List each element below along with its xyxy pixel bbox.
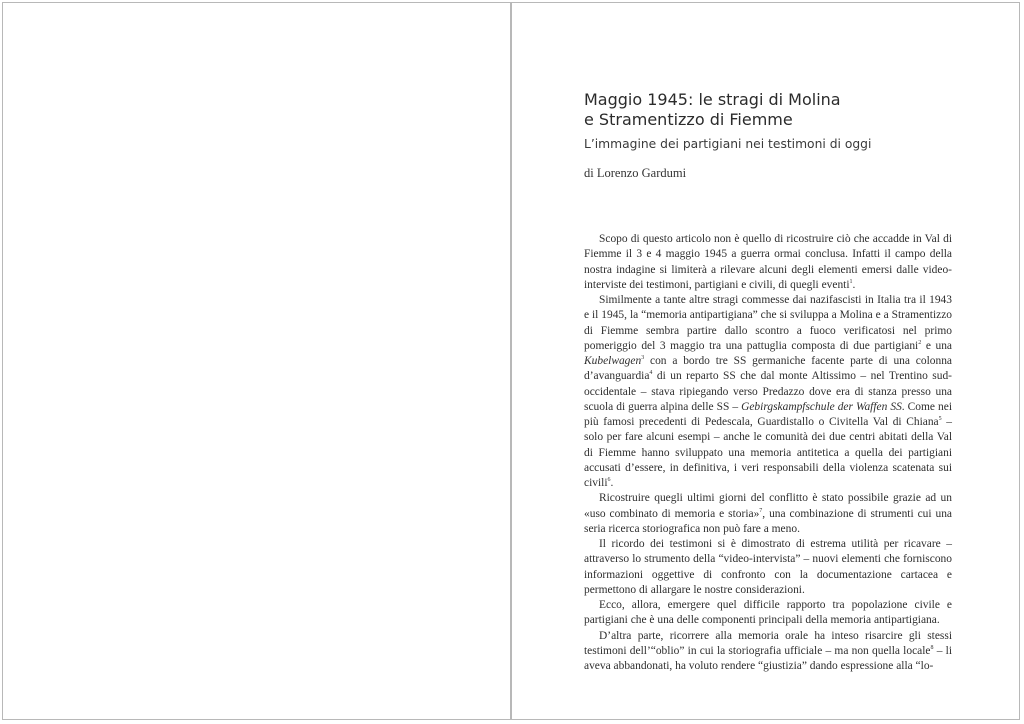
text-run: . (852, 278, 856, 291)
footnote-marker: 4 (649, 370, 653, 377)
text-run: Ricostruire quegli ultimi giorni del conflitto è stato possibile grazie ad un «uso combinato di memoria e storia» (584, 492, 952, 520)
article-heading (584, 90, 904, 152)
footnote-marker: 1 (849, 278, 853, 285)
footnote-marker: 8 (930, 644, 934, 651)
body-paragraph (584, 537, 952, 598)
text-run: D’altra parte, ricorrere alla memoria orale ha inteso risarcire gli stessi testimoni dell’“oblio” in cui la storiografia ufficiale – ma non quella locale (584, 629, 952, 657)
footnote-marker: 7 (759, 507, 763, 514)
text-run: Ecco, allora, emergere quel difficile rapporto tra popolazione civile e partigiani che è una delle componenti principali della memoria antipartigiana. (584, 599, 952, 627)
article-author: di Lorenzo Gardumi (584, 166, 687, 180)
body-paragraph (584, 293, 952, 491)
text-run: Similmente a tante altre stragi commesse dai nazifascisti in Italia tra il 1943 e il 1945, la “memoria antipartigiana” che si sviluppa a Molina e a Stramentizzo di Fiemme sembra partire dallo scontro a fuoco verificatosi nel primo pomeriggio del 3 maggio tra una pattuglia composta di due partigiani (584, 294, 952, 352)
article-subtitle: L’immagine dei partigiani nei testimoni di oggi (584, 137, 872, 151)
text-run: – li aveva abbandonati, ha voluto rendere “giustizia” dando espressione alla “lo- (584, 644, 953, 672)
article-title (584, 90, 904, 130)
body-paragraph (584, 232, 952, 293)
text-run: Il ricordo dei testimoni si è dimostrato di estrema utilità per ricavare – attraverso lo strumento della “video-intervista” – nuovi elementi che forniscono informazioni oggettive di confronto con la documentazione cartacea e permettono di allargare le nostre considerazioni. (584, 538, 952, 596)
footnote-marker: 6 (607, 477, 611, 484)
text-run: con a bordo tre SS germaniche facente parte di una colonna d’avanguardia (584, 355, 952, 383)
footnote-marker: 5 (938, 416, 942, 423)
text-run: e una (921, 339, 952, 352)
text-run: . (610, 477, 614, 489)
text-run: Scopo di questo articolo non è quello di ricostruire ciò che accadde in Val di Fiemme il 3 e 4 maggio 1945 a guerra ormai conclusa. Infatti il campo della nostra indagine si limiterà a rilevare alcuni degli elementi emersi dalle video-interviste dei testimoni, partigiani e civili, di quegli eventi (584, 233, 952, 291)
article-body (584, 232, 952, 674)
italic-term: Gebirgskampfschule der Waffen SS (741, 400, 902, 413)
left-page (2, 2, 511, 720)
text-run: , una combinazione di strumenti cui una seria ricerca storiografica non può fare a meno. (584, 507, 952, 535)
article-title-line-1: Maggio 1945: le stragi di Molina (584, 90, 841, 109)
body-paragraph (584, 598, 952, 629)
article-title-line-2: e Stramentizzo di Fiemme (584, 110, 793, 129)
footnote-marker: 2 (918, 339, 922, 346)
body-paragraph (584, 491, 952, 537)
text-run: – solo per fare alcuni esempi – anche le comunità dei due centri abitati della Val di Fiemme hanno sviluppato una memoria antitetica a quella dei partigiani accusati d’essere, in definitiva, i veri responsabili della violenza scatenata sui civili (584, 416, 953, 489)
italic-term: Kubelwagen (584, 355, 642, 367)
body-paragraph (584, 629, 952, 675)
text-run: . Come nei più famosi precedenti di Pedescala, Guardistallo o Civitella Val di Chiana (584, 400, 952, 428)
footnote-marker: 3 (641, 355, 645, 362)
text-run: di un reparto SS che dal monte Altissimo – nel Trentino sud-occidentale – stava ripiegando verso Predazzo dove era di stanza presso una scuola di guerra alpina delle SS – (584, 370, 952, 413)
